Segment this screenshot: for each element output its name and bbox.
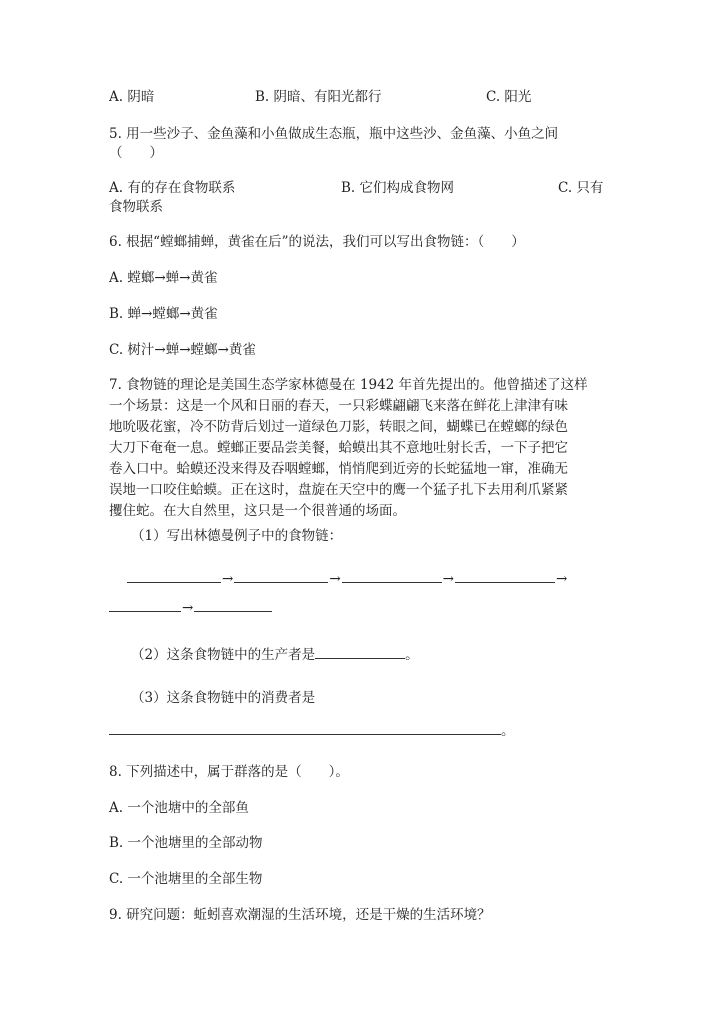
q9-stem: 9. 研究问题：蚯蚓喜欢潮湿的生活环境，还是干燥的生活环境？ bbox=[109, 907, 491, 923]
food-chain-blank[interactable] bbox=[234, 568, 328, 583]
q8-stem: 8. 下列描述中，属于群落的是（ ）。 bbox=[109, 764, 349, 780]
q7-line: 误地一口咬住蛤蟆。正在这时，盘旋在天空中的鹰一个猛子扎下去用利爪紧紧 bbox=[109, 482, 568, 498]
food-chain-row-1 bbox=[127, 568, 568, 589]
q7-line: 卷入口中。蛤蟆还没来得及吞咽螳螂，悄悄爬到近旁的长蛇猛地一窜，准确无 bbox=[109, 461, 568, 477]
q4-option-c: C. 阳光 bbox=[486, 89, 532, 105]
q7-sub2-end: 。 bbox=[405, 647, 419, 663]
food-chain-blank[interactable] bbox=[127, 568, 221, 583]
q5-option-b: B. 它们构成食物网 bbox=[341, 180, 455, 196]
q7-sub1-prompt: （1）写出林德曼例子中的食物链： bbox=[131, 528, 343, 544]
q7-line: 大刀下奄奄一息。螳螂正要品尝美餐，蛤蟆出其不意地吐射长舌，一下子把它 bbox=[109, 440, 568, 456]
food-chain-blank[interactable] bbox=[455, 568, 555, 583]
q7-sub3-prompt: （3）这条食物链中的消费者是 bbox=[131, 690, 316, 706]
q8-option-c: C. 一个池塘里的全部生物 bbox=[109, 871, 263, 887]
q5-stem-line2: （ ） bbox=[109, 145, 163, 161]
q7-sub3-end: 。 bbox=[501, 723, 515, 739]
food-chain-blank[interactable] bbox=[109, 597, 181, 612]
q5-option-a: A. 有的存在食物联系 bbox=[109, 180, 236, 196]
q4-option-a: A. 阴暗 bbox=[109, 89, 155, 105]
q8-option-a: A. 一个池塘中的全部鱼 bbox=[109, 800, 249, 816]
arrow-glyph: → bbox=[222, 571, 234, 587]
q7-paragraph bbox=[109, 375, 609, 522]
arrow-glyph: → bbox=[555, 571, 568, 587]
q4-option-b: B. 阴暗、有阳光都行 bbox=[255, 89, 382, 105]
q7-sub2-prompt: （2）这条食物链中的生产者是 bbox=[131, 647, 316, 663]
q8-option-b: B. 一个池塘里的全部动物 bbox=[109, 835, 263, 851]
arrow-glyph: → bbox=[442, 571, 454, 587]
producer-blank[interactable] bbox=[315, 644, 405, 659]
q6-option-a: A. 螳螂→蝉→黄雀 bbox=[109, 270, 218, 286]
consumer-blank[interactable] bbox=[109, 720, 501, 735]
q7-line: 一个场景：这是一个风和日丽的春天，一只彩蝶翩翩飞来落在鲜花上津津有味 bbox=[109, 398, 568, 414]
arrow-glyph: → bbox=[329, 571, 341, 587]
food-chain-blank[interactable] bbox=[194, 597, 272, 612]
q5-stem-line1: 5. 用一些沙子、金鱼藻和小鱼做成生态瓶，瓶中这些沙、金鱼藻、小鱼之间 bbox=[109, 126, 559, 142]
arrow-glyph: → bbox=[182, 600, 194, 616]
q7-line: 地吮吸花蜜，冷不防背后划过一道绿色刀影，转眼之间，蝴蝶已在螳螂的绿色 bbox=[109, 419, 568, 435]
food-chain-row-2 bbox=[109, 597, 272, 618]
food-chain-blank[interactable] bbox=[342, 568, 442, 583]
q6-option-b: B. 蝉→螳螂→黄雀 bbox=[109, 306, 218, 322]
q7-sub2 bbox=[131, 644, 419, 665]
q6-option-c: C. 树汁→蝉→螳螂→黄雀 bbox=[109, 342, 256, 358]
q6-stem: 6. 根据“螳螂捕蝉，黄雀在后”的说法，我们可以写出食物链：（ ） bbox=[109, 234, 525, 250]
q7-line: 7. 食物链的理论是美国生态学家林德曼在 1942 年首先提出的。他曾描述了这样 bbox=[109, 377, 588, 393]
q5-option-c-part1: C. 只有 bbox=[558, 180, 604, 196]
q5-option-c-part2: 食物联系 bbox=[109, 199, 163, 215]
q7-line: 攫住蛇。在大自然里，这只是一个很普通的场面。 bbox=[109, 503, 406, 519]
q7-sub3-answer bbox=[109, 720, 515, 741]
